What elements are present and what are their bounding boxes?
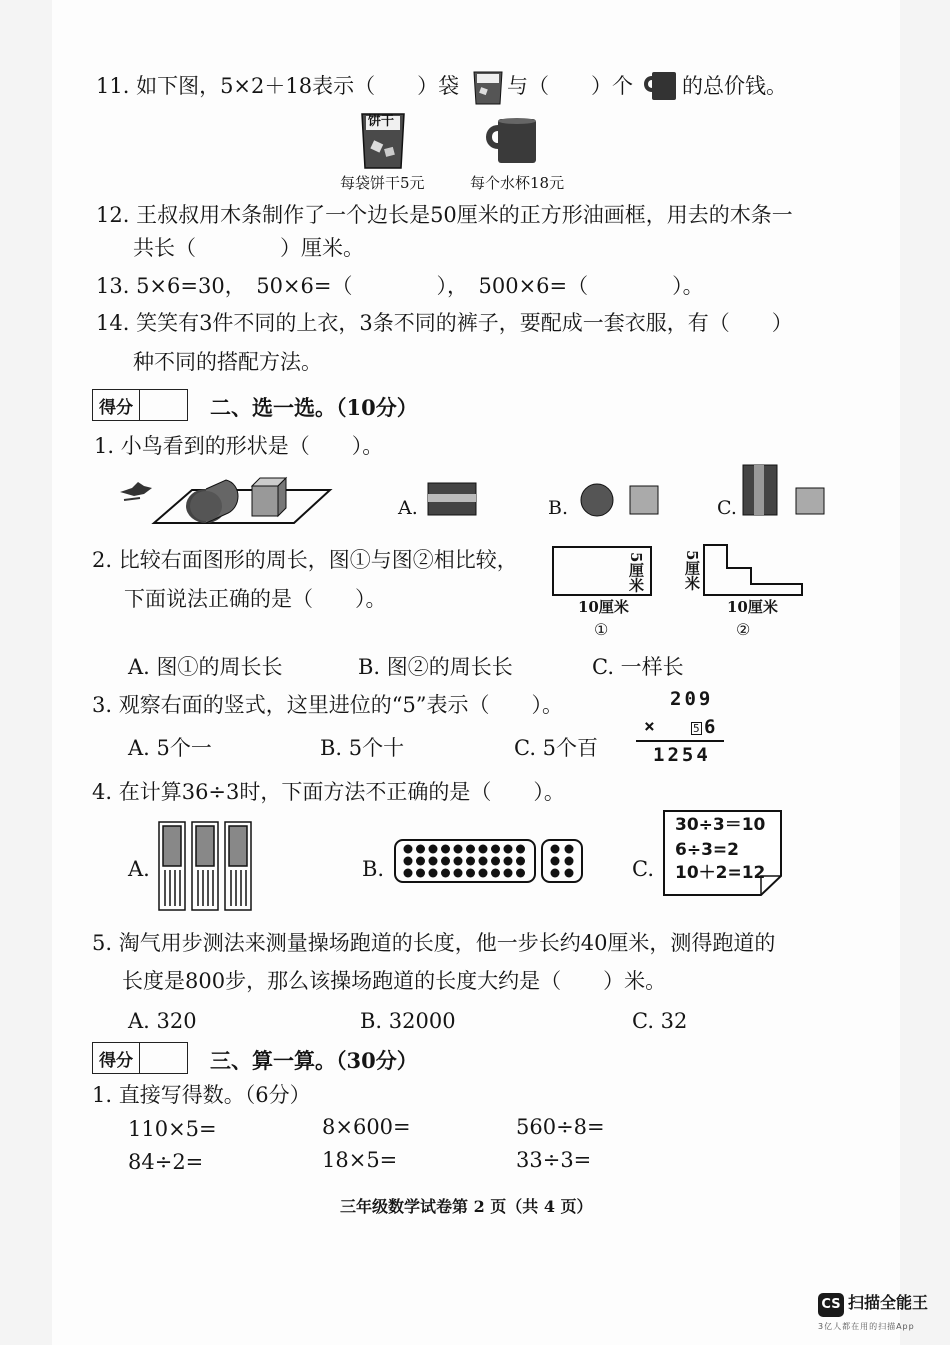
s2q4-option-c[interactable]: C. [632,857,654,881]
vertical-calc-carry: 5 [693,722,700,735]
dot [504,869,513,878]
s2q3-option-c[interactable]: C. 5个百 [514,736,599,760]
dot [479,869,488,878]
s2q1-option-a[interactable]: A. [398,497,418,519]
dot [404,857,413,866]
method-c-line2: 6÷3=2 [675,840,739,860]
calc-item[interactable]: 18×5= [322,1148,398,1172]
s2q2-option-b[interactable]: B. 图②的周长长 [358,655,513,679]
s2q4-option-b[interactable]: B. [362,857,385,881]
dot [416,869,425,878]
method-c-line1: 30÷3＝10 [675,815,766,835]
rectangle-shape-icon [427,482,477,516]
dot [404,845,413,854]
vertical-calc-operator: × [644,716,655,737]
fig1-width-label: 10厘米 [578,598,629,616]
method-c-line3: 10＋2=12 [675,863,766,883]
dot [565,857,574,866]
s2q5-line2: 长度是800步，那么该操场跑道的长度大约是（ ）米。 [122,969,667,993]
fig1-number: ① [594,620,609,639]
scanner-watermark [818,1290,928,1332]
dot [504,845,513,854]
dot [516,845,525,854]
calc-item[interactable]: 8×600= [322,1115,411,1139]
section2-title: 二、选一选。（10分） [210,395,418,420]
dots-figure [394,838,584,886]
counting-sticks-figure [157,820,253,912]
circle-square-icon [580,482,662,518]
dot [551,869,560,878]
calc-item[interactable]: 84÷2= [128,1150,204,1174]
figure-2-staircase [703,544,803,596]
s2q5-option-a[interactable]: A. 320 [128,1009,197,1033]
q12-line1: 12. 王叔叔用木条制作了一个边长是50厘米的正方形油画框，用去的木条一 [96,203,793,227]
fig1-height-label: 5厘米 [627,552,645,593]
score-box[interactable] [92,1042,188,1074]
s2q2-option-a[interactable]: A. 图①的周长长 [128,655,283,679]
bird-scene-figure [118,470,332,526]
q11-stem: 11. 如下图，5×2＋18表示（ ）袋 [96,74,460,98]
cup-price: 每个水杯18元 [470,174,565,192]
s3q1-stem: 1. 直接写得数。（6分） [92,1083,311,1107]
cup-icon [642,70,678,102]
calc-item[interactable]: 560÷8= [516,1115,605,1139]
s2q1-option-c[interactable]: C. [717,497,737,519]
q11-mid: 与（ ）个 [507,74,633,98]
q13-line: 13. 5×6=30， 50×6=（ ）， 500×6=（ ）。 [96,274,704,298]
dot [551,845,560,854]
dot [454,869,463,878]
s2q5-line1: 5. 淘气用步测法来测量操场跑道的长度，他一步长约40厘米，测得跑道的 [92,931,776,955]
biscuit-price: 每袋饼干5元 [340,174,425,192]
rect-square-icon [742,464,826,516]
dot [416,845,425,854]
s2q3-option-b[interactable]: B. 5个十 [320,736,405,760]
page-footer: 三年级数学试卷第 2 页（共 4 页） [340,1197,593,1216]
dot [466,857,475,866]
score-label: 得分 [93,1043,140,1073]
fig2-width-label: 10厘米 [727,598,778,616]
score-box[interactable] [92,389,188,421]
scanner-tagline: 3亿人都在用的扫描App [818,1322,915,1331]
s2q5-option-c[interactable]: C. 32 [632,1009,688,1033]
s2q4-stem: 4. 在计算36÷3时，下面方法不正确的是（ ）。 [92,780,565,804]
vertical-calc-result: 1254 [653,744,711,766]
dot [516,869,525,878]
dot [429,869,438,878]
dot [504,857,513,866]
q12-line2: 共长（ ）厘米。 [133,236,364,260]
dot [491,857,500,866]
q14-line1: 14. 笑笑有3件不同的上衣，3条不同的裤子，要配成一套衣服，有（ ） [96,311,793,335]
dot [491,845,500,854]
s2q3-stem: 3. 观察右面的竖式，这里进位的“5”表示（ ）。 [92,693,564,717]
s2q2-line1: 2. 比较右面图形的周长，图①与图②相比较， [92,548,518,572]
dot [565,845,574,854]
section3-title: 三、算一算。（30分） [210,1048,418,1073]
dot [416,857,425,866]
dot [441,857,450,866]
vertical-calc-multiplier: 6 [704,716,716,738]
vertical-calc-line [636,740,724,743]
dot [479,857,488,866]
s2q1-option-b[interactable]: B. [548,497,569,519]
s2q4-option-a[interactable]: A. [128,857,150,881]
dot [551,857,560,866]
dot [404,869,413,878]
s2q5-option-b[interactable]: B. 32000 [360,1009,456,1033]
dot [516,857,525,866]
dot [454,845,463,854]
dot [466,845,475,854]
dot [565,869,574,878]
s2q1-stem: 1. 小鸟看到的形状是（ ）。 [94,434,384,458]
scanner-logo-icon: CS [818,1293,844,1317]
score-label: 得分 [93,390,140,420]
dot [479,845,488,854]
cup-icon [484,116,540,166]
fig2-height-label: 5厘米 [683,550,701,591]
dot [441,869,450,878]
dot [441,845,450,854]
calc-item[interactable]: 110×5= [128,1117,217,1141]
s2q2-line2: 下面说法正确的是（ ）。 [124,587,387,611]
dot [491,869,500,878]
q11-end: 的总价钱。 [682,74,787,98]
vertical-calc-top: 209 [670,688,714,710]
q14-line2: 种不同的搭配方法。 [133,350,322,374]
dot [429,857,438,866]
biscuit-bag-icon [471,68,505,108]
s2q3-option-a[interactable]: A. 5个一 [128,736,212,760]
s2q2-option-c[interactable]: C. 一样长 [592,655,684,679]
fig2-number: ② [736,620,751,639]
biscuit-label: 饼干 [368,114,395,129]
dot [454,857,463,866]
calc-item[interactable]: 33÷3= [516,1148,592,1172]
dot [466,869,475,878]
scanner-app-name: 扫描全能王 [848,1293,929,1312]
dot [429,845,438,854]
